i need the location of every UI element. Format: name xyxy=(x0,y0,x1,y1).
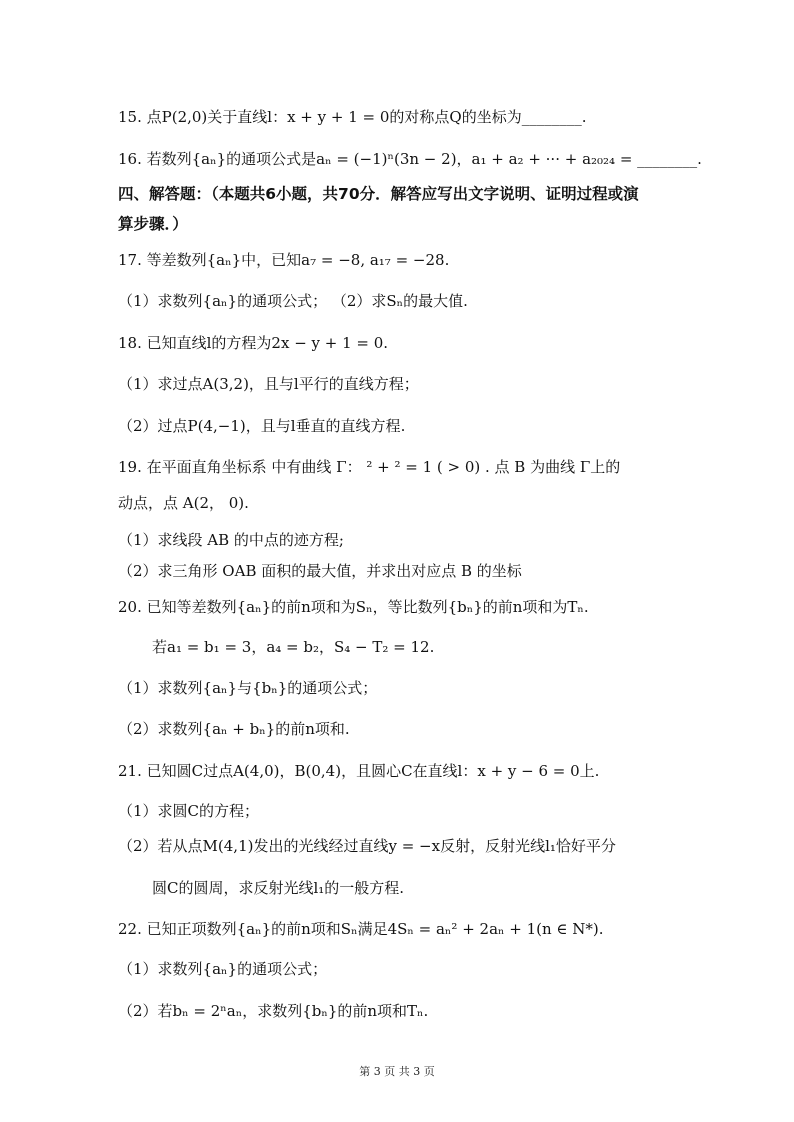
question-20: 20. 已知等差数列{aₙ}的前n项和为Sₙ，等比数列{bₙ}的前n项和为Tₙ. xyxy=(118,598,589,616)
question-17-parts: （1）求数列{aₙ}的通项公式； （2）求Sₙ的最大值. xyxy=(118,292,468,310)
question-17: 17. 等差数列{aₙ}中，已知a₇ = −8, a₁₇ = −28. xyxy=(118,251,450,269)
question-22: 22. 已知正项数列{aₙ}的前n项和Sₙ满足4Sₙ = aₙ² + 2aₙ + 1(n ∈ N*). xyxy=(118,920,604,938)
question-21-part1: （1）求圆C的方程； xyxy=(118,802,260,820)
question-19: 19. 在平面直角坐标系 中有曲线 Γ： ² + ² = 1 ( > 0) . 点 B 为曲线 Γ上的 xyxy=(118,458,621,476)
question-22-part2: （2）若bₙ = 2ⁿaₙ，求数列{bₙ}的前n项和Tₙ. xyxy=(118,1002,429,1020)
question-21: 21. 已知圆C过点A(4,0)，B(0,4)，且圆心C在直线l：x + y − 6 = 0上. xyxy=(118,762,600,780)
question-19-part1: （1）求线段 AB 的中点的迹方程; xyxy=(118,531,344,549)
question-21-part2: （2）若从点M(4,1)发出的光线经过直线y = −x反射，反射光线l₁恰好平分 xyxy=(118,837,616,855)
question-15: 15. 点P(2,0)关于直线l：x + y + 1 = 0的对称点Q的坐标为________. xyxy=(118,108,587,126)
section-heading-cont: 算步骤．） xyxy=(118,215,188,233)
question-18-part2: （2）过点P(4,−1)，且与l垂直的直线方程. xyxy=(118,417,406,435)
question-20-part1: （1）求数列{aₙ}与{bₙ}的通项公式； xyxy=(118,679,378,697)
page-footer: 第 3 页 共 3 页 xyxy=(359,1065,435,1078)
question-22-part1: （1）求数列{aₙ}的通项公式； xyxy=(118,960,328,978)
section-heading: 四、解答题：（本题共6小题，共70分．解答应写出文字说明、证明过程或演 xyxy=(118,185,639,203)
question-18: 18. 已知直线l的方程为2x − y + 1 = 0. xyxy=(118,334,389,352)
question-21-part2-cont: 圆C的圆周，求反射光线l₁的一般方程. xyxy=(152,879,405,897)
question-16: 16. 若数列{aₙ}的通项公式是aₙ = (−1)ⁿ(3n − 2)，a₁ + a₂ + ··· + a₂₀₂₄ = ________. xyxy=(118,150,702,168)
question-18-part1: （1）求过点A(3,2)，且与l平行的直线方程； xyxy=(118,375,419,393)
question-20-part2: （2）求数列{aₙ + bₙ}的前n项和. xyxy=(118,720,350,738)
question-20-given: 若a₁ = b₁ = 3，a₄ = b₂，S₄ − T₂ = 12. xyxy=(152,638,435,656)
question-19-part2: （2）求三角形 OAB 面积的最大值，并求出对应点 B 的坐标 xyxy=(118,562,522,580)
question-19-cont: 动点，点 A(2， 0). xyxy=(118,494,249,512)
